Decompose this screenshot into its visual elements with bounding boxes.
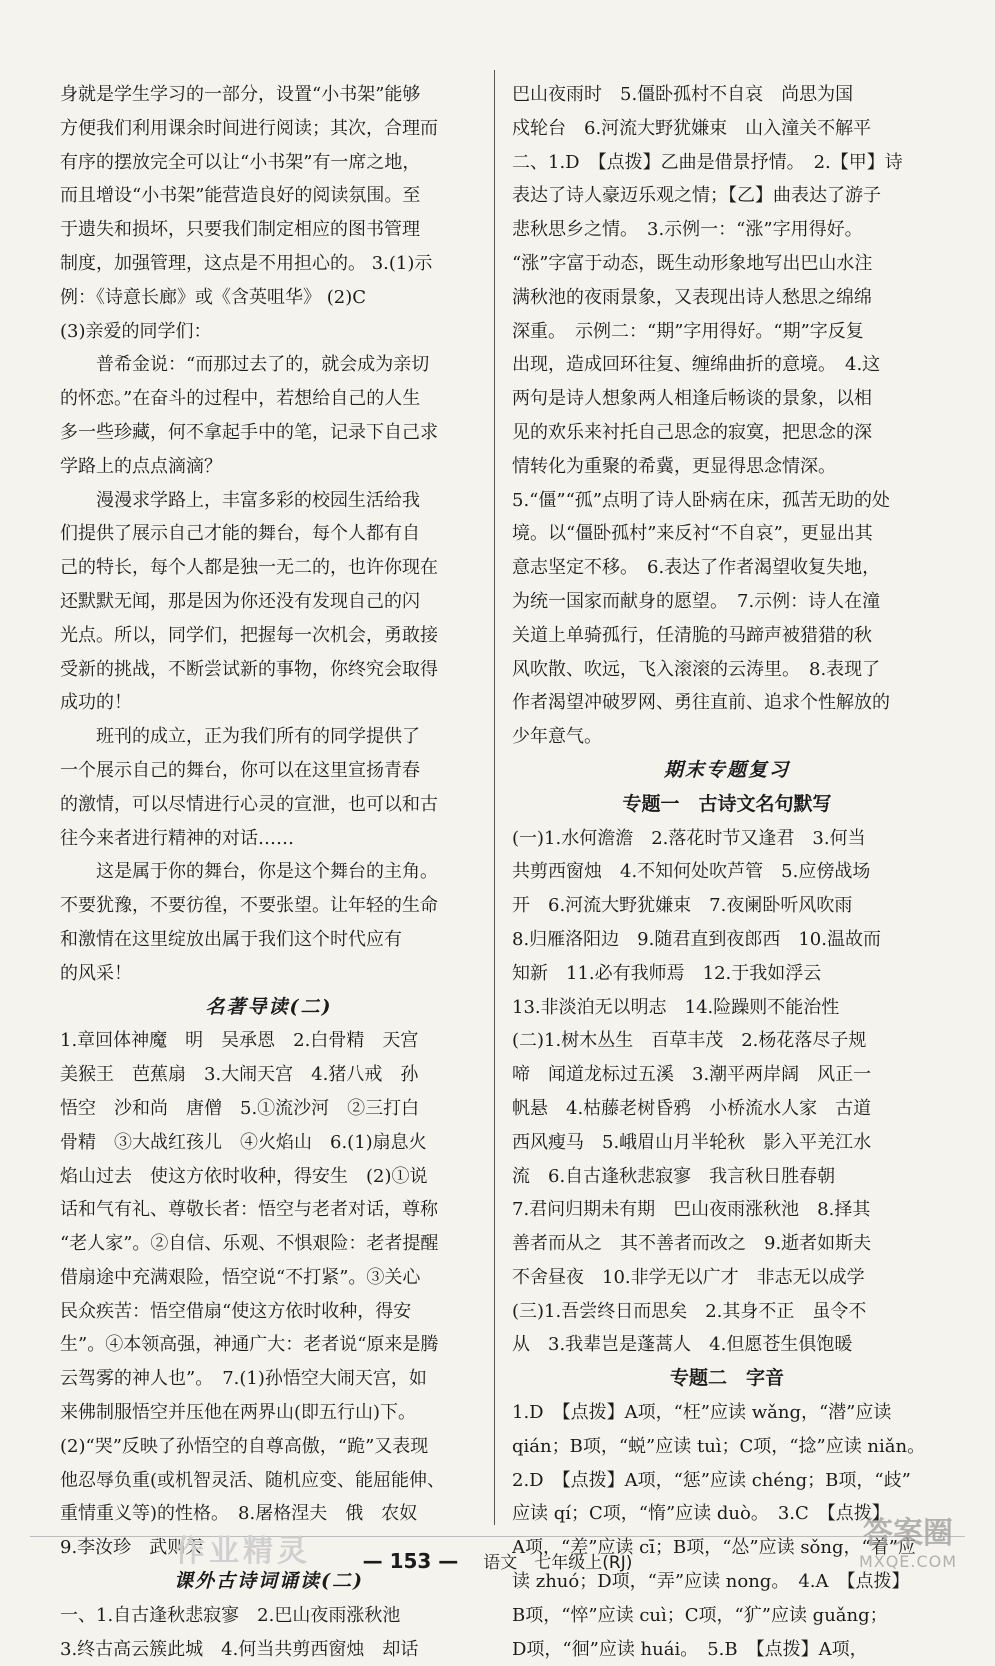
text-line: 生”。④本领高强，神通广大：老者说“原来是腾 bbox=[60, 1334, 439, 1356]
text-line: 戍轮台 6.河流大野犹嫌束 山入潼关不解平 bbox=[512, 117, 872, 139]
text-line: D项，“徊”应读 huái。 5.B 【点拨】A项， bbox=[512, 1638, 868, 1660]
text-line: 不要犹豫，不要彷徨，不要张望。让年轻的生命 bbox=[60, 895, 438, 917]
section-heading: 专题一 古诗文名句默写 bbox=[622, 792, 832, 815]
text-line: 流 6.自古逢秋悲寂寥 我言秋日胜春朝 bbox=[512, 1165, 836, 1187]
text-line: 身就是学生学习的一部分，设置“小书架”能够 bbox=[60, 84, 421, 105]
text-line: 读 zhuó；D项，“弄”应读 nong。 4.A 【点拨】 bbox=[512, 1571, 910, 1593]
faint-stamp: 作业精灵 bbox=[175, 1534, 311, 1569]
text-line: 他忍辱负重(或机智灵活、随机应变、能屈能伸、 bbox=[60, 1469, 446, 1491]
text-line: 光点。所以，同学们，把握每一次机会，勇敢接 bbox=[60, 624, 438, 646]
text-line: 满秋池的夜雨景象，又表现出诗人愁思之绵绵 bbox=[512, 286, 872, 308]
text-line: A项，“差”应读 cī；B项，“怂”应读 sǒng，“着”应 bbox=[512, 1537, 916, 1559]
text-line: (一)1.水何澹澹 2.落花时节又逢君 3.何当 bbox=[512, 827, 866, 849]
text-line: 表达了诗人豪迈乐观之情；【乙】曲表达了游子 bbox=[512, 185, 881, 207]
text-line: 意志坚定不移。 6.表达了作者渴望收复失地， bbox=[512, 557, 881, 579]
text-line: 共剪西窗烛 4.不知何处吹芦管 5.应傍战场 bbox=[512, 861, 871, 883]
text-line: 受新的挑战，不断尝试新的事物，你终究会取得 bbox=[60, 658, 438, 680]
text-line: 来佛制服悟空并压他在两界山(即五行山)下。 bbox=[60, 1402, 417, 1424]
text-line: 二、1.D 【点拨】乙曲是借景抒情。 2.【甲】诗 bbox=[512, 151, 903, 173]
text-line: 不舍昼夜 10.非学无以广才 非志无以成学 bbox=[512, 1266, 865, 1288]
text-line: 为统一国家而献身的愿望。 7.示例：诗人在潼 bbox=[512, 590, 881, 612]
right-column bbox=[512, 78, 942, 1666]
text-line: 2.D 【点拨】A项，“惩”应读 chéng；B项，“歧” bbox=[512, 1469, 911, 1491]
text-line: 悲秋思乡之情。 3.示例一：“涨”字用得好。 bbox=[512, 219, 863, 241]
section-heading: 专题二 字音 bbox=[669, 1367, 784, 1390]
text-line: 一个展示自己的舞台，你可以在这里宣扬青春 bbox=[60, 759, 420, 781]
text-line: 深重。 示例二：“期”字用得好。“期”字反复 bbox=[512, 320, 864, 342]
text-line: 学路上的点点滴滴？ bbox=[60, 455, 222, 477]
text-line: 例：《诗意长廊》或《含英咀华》 (2)C bbox=[60, 286, 366, 308]
site-watermark bbox=[833, 1516, 983, 1586]
text-line: 境。以“僵卧孤村”来反衬“不自哀”，更显出其 bbox=[512, 523, 873, 545]
text-line: 借扇途中充满艰险，悟空说“不打紧”。③关心 bbox=[60, 1266, 421, 1288]
text-line: 和激情在这里绽放出属于我们这个时代应有 bbox=[60, 928, 402, 950]
text-line: 情转化为重聚的希冀，更显得思念情深。 bbox=[512, 455, 836, 477]
text-line: 多一些珍藏，何不拿起手中的笔，记录下自己求 bbox=[60, 421, 438, 443]
text-line: “涨”字富于动态，既生动形象地写出巴山水注 bbox=[512, 252, 873, 274]
column-divider bbox=[494, 70, 495, 1525]
text-line: 们提供了展示自己才能的舞台，每个人都有自 bbox=[60, 523, 420, 545]
text-line: 漫漫求学路上，丰富多彩的校园生活给我 bbox=[60, 489, 420, 511]
text-line: 悟空 沙和尚 唐僧 5.①流沙河 ②三打白 bbox=[60, 1097, 420, 1119]
text-line: 善者而从之 其不善者而改之 9.逝者如斯夫 bbox=[512, 1233, 872, 1255]
text-line: 美猴王 芭蕉扇 3.大闹天宫 4.猪八戒 孙 bbox=[60, 1064, 419, 1086]
text-line: 西风瘦马 5.峨眉山月半轮秋 影入平羌江水 bbox=[512, 1131, 872, 1153]
text-line: 话和气有礼、尊敬长者：悟空与老者对话，尊称 bbox=[60, 1199, 438, 1221]
text-line: B项，“悴”应读 cuì；C项，“犷”应读 guǎng； bbox=[512, 1604, 888, 1626]
text-line: 的激情，可以尽情进行心灵的宣泄，也可以和古 bbox=[60, 793, 438, 815]
text-line: 应读 qí；C项，“惰”应读 duò。 3.C 【点拨】 bbox=[512, 1503, 890, 1525]
text-line: 而且增设“小书架”能营造良好的阅读氛围。至 bbox=[60, 185, 421, 207]
text-line: 7.君问归期未有期 巴山夜雨涨秋池 8.择其 bbox=[512, 1199, 871, 1221]
text-line: 知新 11.必有我师焉 12.于我如浮云 bbox=[512, 962, 822, 984]
text-line: 帆悬 4.枯藤老树昏鸦 小桥流水人家 古道 bbox=[512, 1097, 872, 1119]
text-line: (三)1.吾尝终日而思矣 2.其身不正 虽令不 bbox=[512, 1300, 867, 1322]
text-line: 焰山过去 使这方依时收种，得安生 (2)①说 bbox=[60, 1165, 428, 1187]
text-line: (3)亲爱的同学们： bbox=[60, 320, 212, 342]
text-line: 少年意气。 bbox=[512, 726, 602, 748]
text-line: 方便我们利用课余时间进行阅读；其次，合理而 bbox=[60, 117, 438, 139]
text-line: 风吹散、吹远，飞入滚滚的云涛里。 8.表现了 bbox=[512, 658, 881, 680]
text-line: (二)1.树木丛生 百草丰茂 2.杨花落尽子规 bbox=[512, 1030, 867, 1052]
left-column bbox=[60, 78, 478, 1666]
text-line: qián；B项，“蜕”应读 tuì；C项，“捻”应读 niǎn。 bbox=[512, 1435, 926, 1457]
text-line: 骨精 ③大战红孩儿 ④火焰山 6.(1)扇息火 bbox=[60, 1131, 427, 1153]
footer-rule bbox=[30, 1536, 965, 1537]
text-line: 一、1.自古逢秋悲寂寥 2.巴山夜雨涨秋池 bbox=[60, 1604, 401, 1626]
section-heading: 名著导读(二) bbox=[205, 995, 333, 1018]
text-line: 5.“僵”“孤”点明了诗人卧病在床，孤苦无助的处 bbox=[512, 489, 890, 511]
watermark-url: MXQE.COM bbox=[858, 1552, 958, 1571]
text-line: 于遗失和损坏，只要我们制定相应的图书管理 bbox=[60, 219, 420, 241]
text-line: 民众疾苦：悟空借扇“使这方依时收种，得安 bbox=[60, 1300, 412, 1322]
page-number: — 153 — bbox=[362, 1549, 459, 1573]
section-heading: 课外古诗词诵读(二) bbox=[174, 1570, 364, 1593]
text-line: 己的特长，每个人都是独一无二的，也许你现在 bbox=[60, 557, 438, 579]
text-line: 关道上单骑孤行，任清脆的马蹄声被猎猎的秋 bbox=[512, 624, 872, 646]
section-heading: 期末专题复习 bbox=[663, 758, 790, 781]
text-line: 普希金说：“而那过去了的，就会成为亲切 bbox=[60, 354, 430, 376]
text-line: 3.终古高云簇此城 4.何当共剪西窗烛 却话 bbox=[60, 1638, 419, 1660]
text-line: 见的欢乐来衬托自己思念的寂寞，把思念的深 bbox=[512, 421, 872, 443]
text-line: 的怀恋。”在奋斗的过程中，若想给自己的人生 bbox=[60, 388, 421, 410]
text-line: 作者渴望冲破罗网、勇往直前、追求个性解放的 bbox=[512, 692, 890, 714]
text-line: 的风采！ bbox=[60, 962, 132, 984]
text-line: 从 3.我辈岂是蓬蒿人 4.但愿苍生俱饱暖 bbox=[512, 1334, 853, 1356]
text-line: 巴山夜雨时 5.僵卧孤村不自哀 尚思为国 bbox=[512, 84, 854, 105]
text-line: 制度，加强管理，这点是不用担心的。 3.(1)示 bbox=[60, 252, 433, 274]
text-line: 13.非淡泊无以明志 14.险躁则不能治性 bbox=[512, 996, 840, 1018]
text-line: “老人家”。②自信、乐观、不惧艰险：老者提醒 bbox=[60, 1233, 439, 1255]
text-line: 有序的摆放完全可以让“小书架”有一席之地， bbox=[60, 151, 421, 173]
text-line: 往今来者进行精神的对话…… bbox=[60, 827, 294, 849]
text-line: 班刊的成立，正为我们所有的同学提供了 bbox=[60, 726, 420, 748]
text-line: 8.归雁洛阳边 9.随君直到夜郎西 10.温故而 bbox=[512, 928, 881, 950]
text-line: 啼 闻道龙标过五溪 3.潮平两岸阔 风正一 bbox=[512, 1064, 872, 1086]
text-line: 1.章回体神魔 明 吴承恩 2.白骨精 天宫 bbox=[60, 1030, 419, 1052]
text-line: 成功的！ bbox=[60, 692, 132, 714]
text-line: 云驾雾的神人也”。 7.(1)孙悟空大闹天宫，如 bbox=[60, 1368, 427, 1390]
text-line: 重情重义等)的性格。 8.屠格涅夫 俄 农奴 bbox=[60, 1503, 418, 1525]
text-line: 1.D 【点拨】A项，“枉”应读 wǎng，“潜”应读 bbox=[512, 1402, 892, 1424]
watermark-logo-text: 答案圈 bbox=[863, 1516, 953, 1551]
text-line: 出现，造成回环往复、缠绵曲折的意境。 4.这 bbox=[512, 354, 881, 376]
text-line: 开 6.河流大野犹嫌束 7.夜阑卧听风吹雨 bbox=[512, 895, 853, 917]
text-line: (2)“哭”反映了孙悟空的自尊高傲，“跪”又表现 bbox=[60, 1435, 429, 1457]
text-line: 9.李汝珍 武则天 bbox=[60, 1537, 204, 1559]
text-line: 还默默无闻，那是因为你还没有发现自己的闪 bbox=[60, 590, 420, 612]
book-subject: 语文 七年级上(RJ) bbox=[483, 1553, 633, 1573]
text-line: 两句是诗人想象两人相逢后畅谈的景象，以相 bbox=[512, 388, 872, 410]
text-line: 这是属于你的舞台，你是这个舞台的主角。 bbox=[60, 861, 438, 883]
